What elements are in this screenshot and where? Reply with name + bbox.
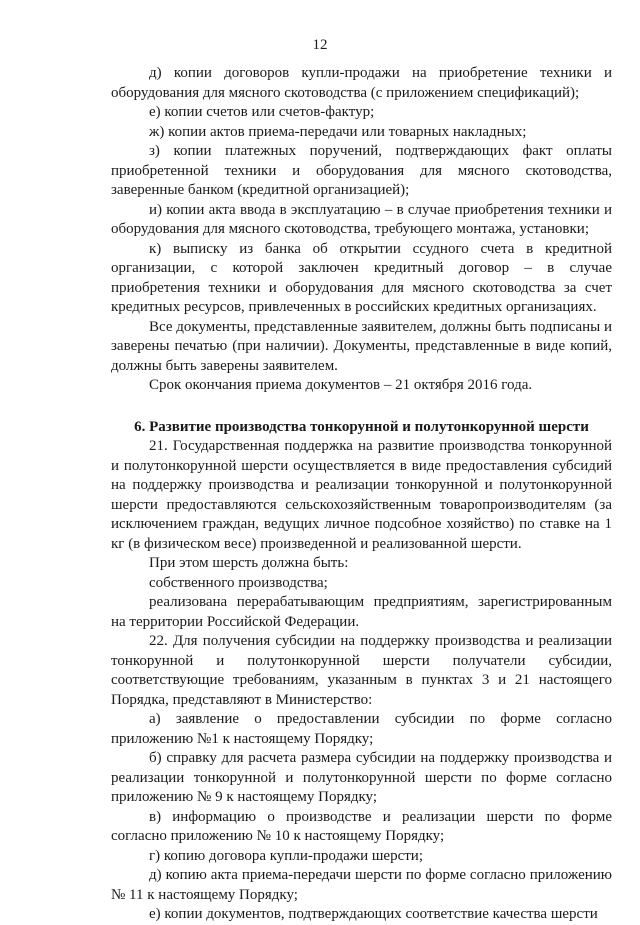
item-g-sale-contract: г) копию договора купли-продажи шерсти; — [149, 847, 423, 864]
page-number: 12 — [312, 37, 328, 53]
clause-22: 22. Для получения субсидии на поддержку производства и реализации тонкорунной и полутонкорунной шерсти получатели субсидии, соответствующие требованиям, указанным в пунктах 3 и 21 настоящего Порядка, представляют в Министерство: — [111, 633, 612, 708]
wool-requirement-sold-to-processors: реализована перерабатывающим предприятиям, зарегистрированным на территории Российской Федерации. — [111, 594, 612, 630]
deadline-paragraph: Срок окончания приема документов – 21 октября 2016 года. — [149, 377, 533, 393]
clause-21: 21. Государственная поддержка на развитие производства тонкорунной и полутонкорунной шерсти осуществляется в виде предоставления субсидий на поддержку производства и реализации тонкорунной и полутонкорунной шерсти предоставляются сельскохозяйственным товаропроизводителям (за исключением граждан, ведущих личное подсобное хозяйство) по ставке на 1 кг (в физическом весе) произведенной и реализованной шерсти. — [111, 438, 612, 552]
documents-certification-paragraph: Все документы, представленные заявителем, должны быть подписаны и заверены печатью (при наличии). Документы, представленные в виде копий, должны быть заверены заявителем. — [111, 318, 612, 374]
item-d-transfer-act: д) копию акта приема-передачи шерсти по форме согласно приложению № 11 к настоящему Порядку; — [111, 867, 612, 903]
item-e-quality-documents: е) копии документов, подтверждающих соответствие качества шерсти — [149, 906, 598, 922]
item-e-invoices: е) копии счетов или счетов-фактур; — [149, 104, 375, 120]
item-z-payment-orders: з) копии платежных поручений, подтверждающих факт оплаты приобретенной техники и оборудования для мясного скотоводства, заверенные банком (кредитной организацией); — [111, 143, 612, 198]
wool-requirements-intro: При этом шерсть должна быть: — [149, 555, 349, 571]
section-heading: 6. Развитие производства тонкорунной и полутонкорунной шерсти — [134, 418, 589, 435]
item-b-calculation-certificate: б) справку для расчета размера субсидии на поддержку производства и реализации тонкорунной и полутонкорунной шерсти по форме согласно приложению № 9 к настоящему Порядку; — [111, 750, 612, 805]
item-a-application: а) заявление о предоставлении субсидии по форме согласно приложению №1 к настоящему Порядку; — [111, 711, 612, 747]
item-zh-acts: ж) копии актов приема-передачи или товарных накладных; — [149, 123, 527, 140]
item-d-contracts: д) копии договоров купли-продажи на приобретение техники и оборудования для мясного скотоводства (с приложением спецификаций); — [111, 65, 612, 101]
wool-requirement-own-production: собственного производства; — [149, 574, 328, 591]
item-v-production-info: в) информацию о производстве и реализации шерсти по форме согласно приложению № 10 к настоящему Порядку; — [111, 808, 612, 844]
item-k-bank-statement: к) выписку из банка об открытии ссудного счета в кредитной организации, с которой заключен кредитный договор – в случае приобретения техники и оборудования для мясного скотоводства за счет кредитных ресурсов, привлеченных в российских кредитных организациях. — [111, 240, 612, 315]
document-body — [111, 64, 612, 925]
item-i-commissioning-act: и) копии акта ввода в эксплуатацию – в случае приобретения техники и оборудования для мясного скотоводства, требующего монтажа, установки; — [111, 201, 612, 237]
